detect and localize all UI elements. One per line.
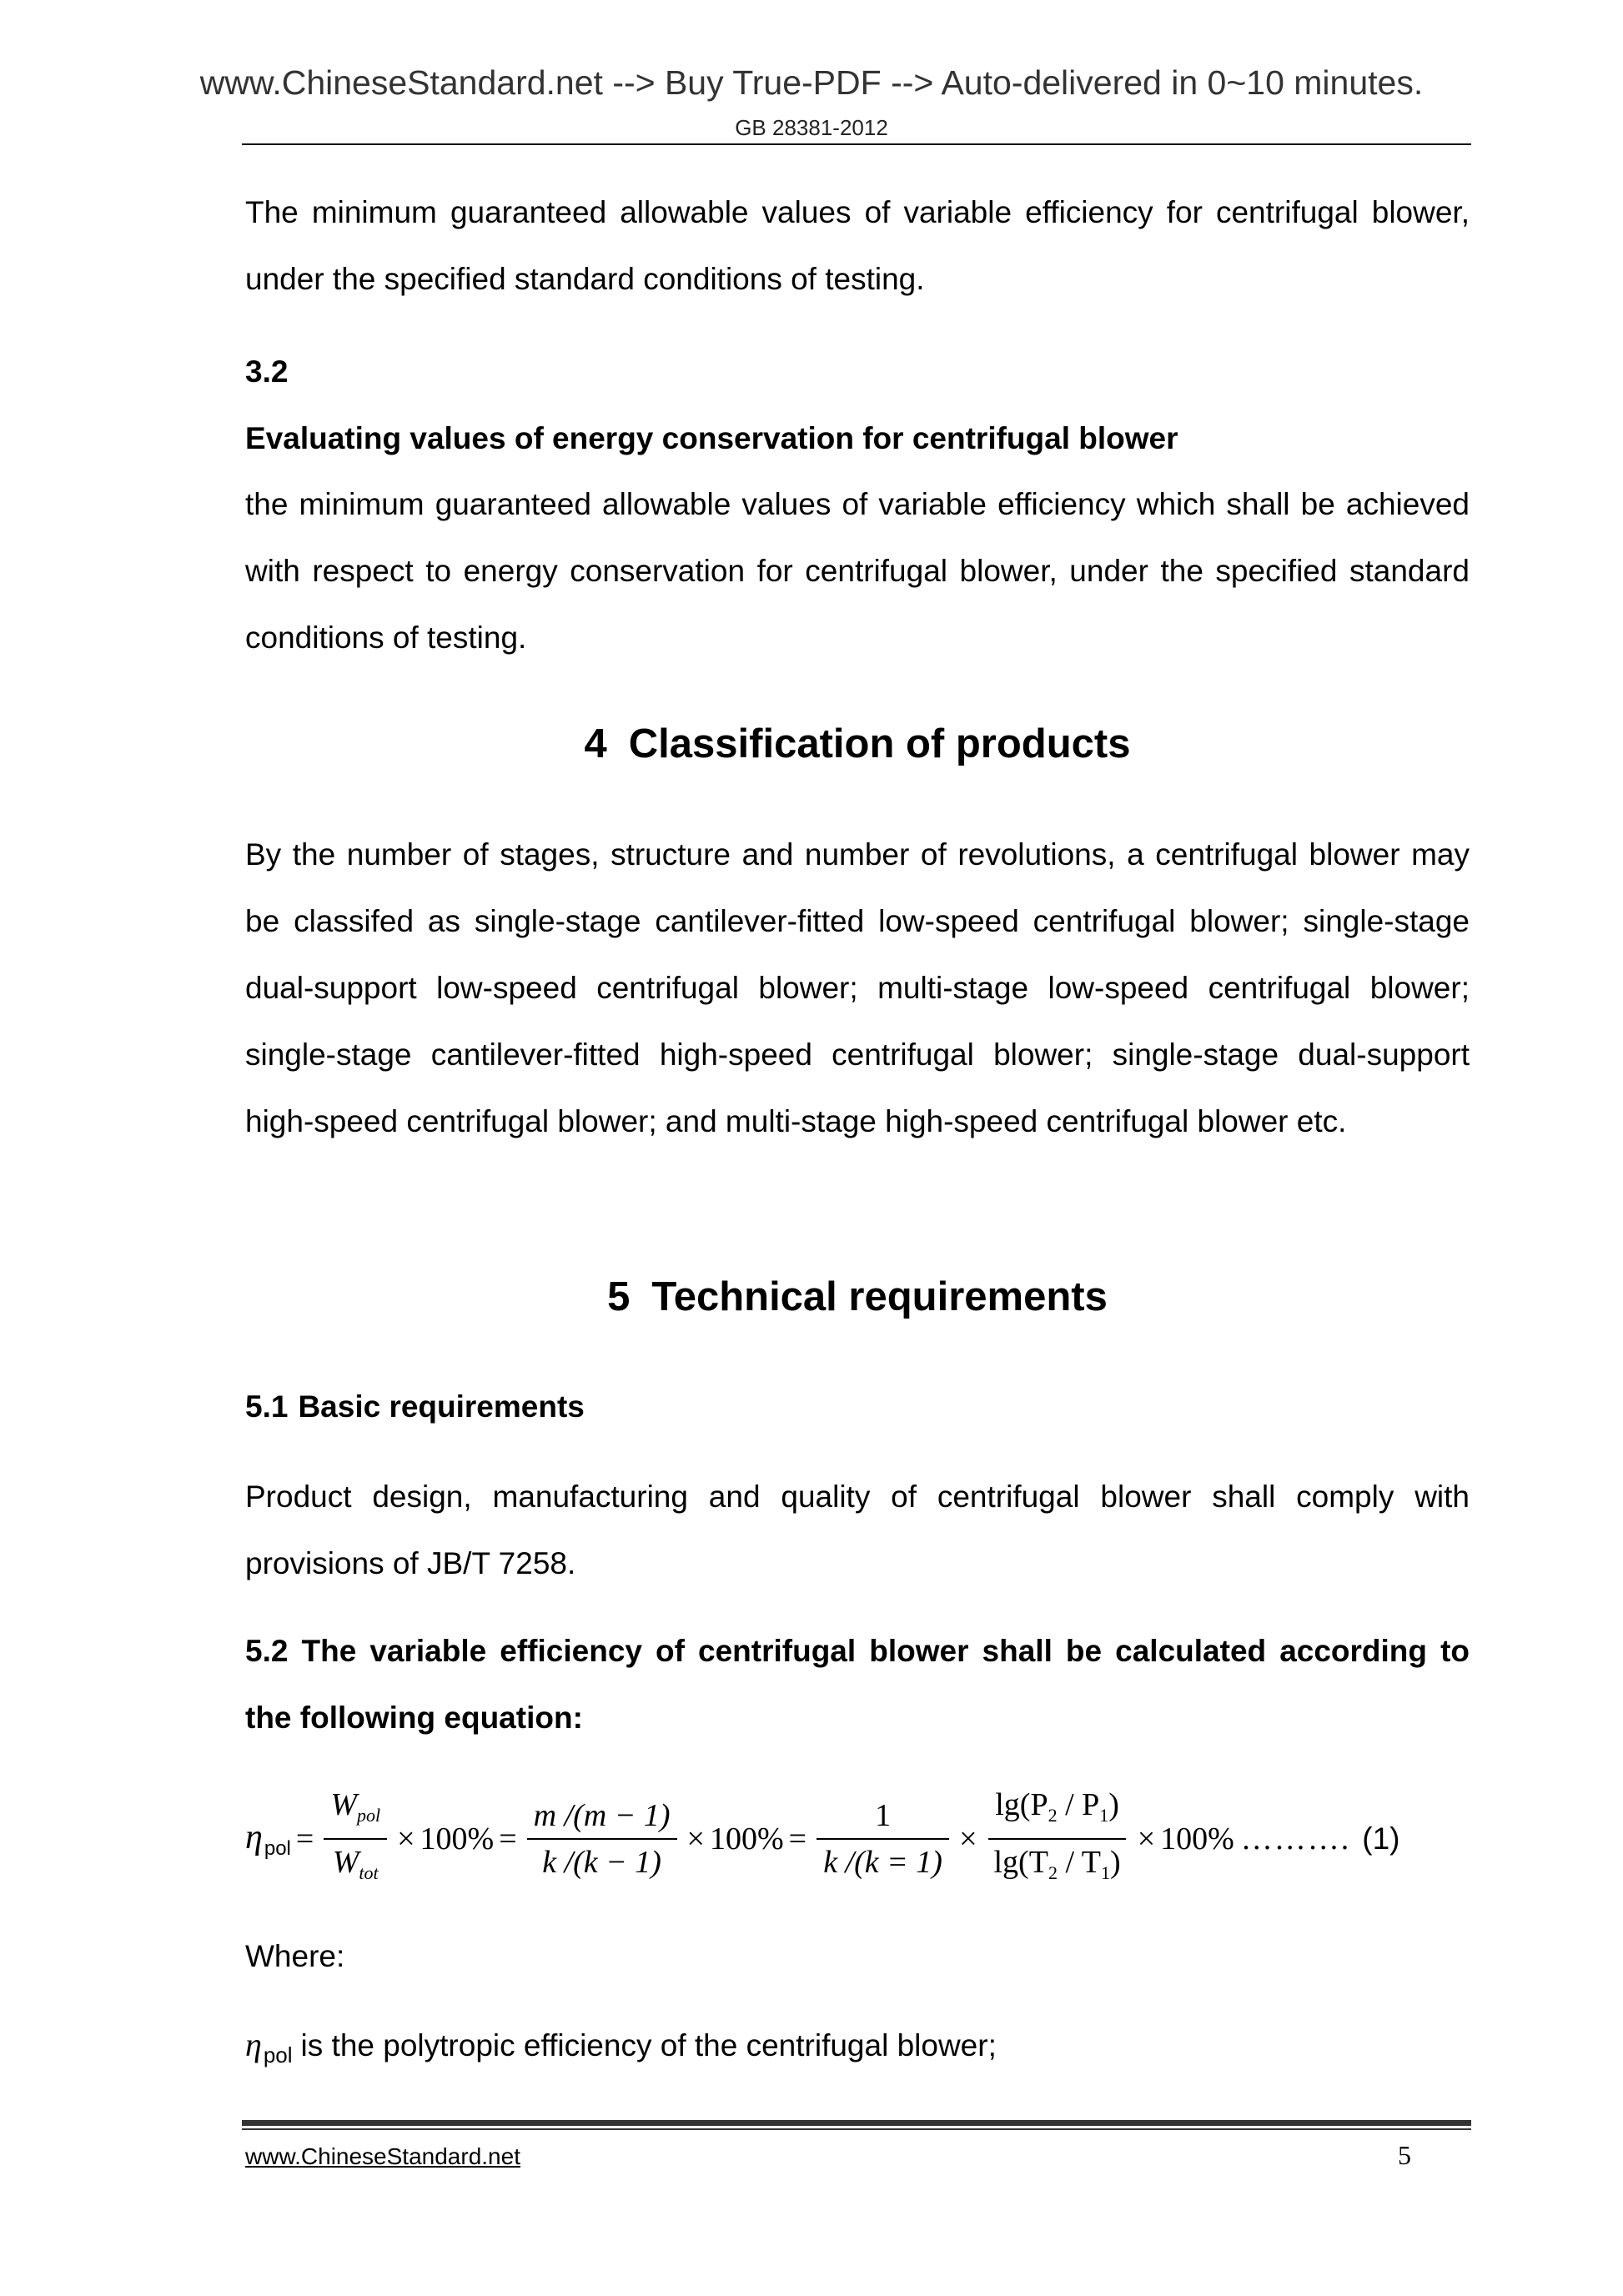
section-4-number: 4 [584,721,607,766]
fraction-one-over-k: $\frac{1}{k /(k = 1)}$ [817,1796,949,1882]
times-sign: × [959,1821,977,1856]
page-number: 5 [1398,2140,1411,2170]
equals-sign: = [788,1821,807,1856]
eta-definition-text: is the polytropic efficiency of the centrifugal blower; [300,2028,997,2062]
fraction-w-pol-over-w-tot: $\frac{W_{pol}}{W_{tot}}$ [324,1786,387,1892]
equation-number: (1) [1362,1821,1400,1856]
section-5-title: Technical requirements [651,1274,1108,1319]
fraction-m-over-k: $\frac{m /(m - 1)}{k /(k - 1)}$ [527,1796,677,1882]
equation-leader-dots: ………. [1240,1821,1351,1856]
subsection-5-1-number: 5.1 [245,1389,289,1424]
clause-3-2-number: 3.2 [245,354,289,389]
percent-term: 100% [709,1821,784,1856]
footer-site-link[interactable]: www.ChineseStandard.net [245,2143,520,2169]
times-sign: × [686,1821,705,1856]
symbol-definition-eta-pol [245,2025,997,2068]
equation-row [245,1776,1470,1902]
fraction-log-ratio: $\frac{\lg(P_2 / P_1)}{\lg(T_2 / T_1)}$ [987,1786,1128,1892]
percent-term: 100% [420,1821,495,1856]
equals-sign: = [295,1821,314,1856]
subsection-5-2-heading: 5.2 The variable efficiency of centrifugal blower shall be calculated according to the following equation: [245,1634,1470,1735]
footer-rule-thin [242,2128,1471,2130]
subsection-5-1-body: Product design, manufacturing and quality of centrifugal blower shall comply with provisions of JB/T 7258. [245,1480,1470,1580]
section-5-heading [245,1274,1470,1320]
times-sign: × [1137,1821,1156,1856]
header-rule [242,143,1471,145]
times-sign: × [397,1821,415,1856]
section-4-title: Classification of products [628,721,1131,766]
section-4-body: By the number of stages, structure and number of revolutions, a centrifugal blower may be classifed as single-stage cantilever-fitted low-speed centrifugal blower; single-stage dual-support low-speed centrifugal blower; multi-stage low-speed centrifugal blower; single-stage cantilever-fitted high-speed centrifugal blower; single-stage dual-support high-speed centrifugal blower; and multi-stage high-speed centrifugal blower etc. [245,837,1470,1138]
subsection-5-1-heading [245,1389,585,1424]
standard-code: GB 28381-2012 [735,115,888,140]
eta-pol-symbol: $\eta_{pol}$ [245,1818,291,1860]
section-5-number: 5 [607,1274,631,1319]
eta-subscript: pol [263,2042,293,2067]
eta-symbol: η [245,2026,262,2063]
clause-3-1-continuation: The minimum guaranteed allowable values of variable efficiency for centrifugal blower, under the specified standard conditions of testing. [245,195,1470,296]
equation-1 [245,1776,1470,1902]
section-4-heading [245,721,1470,767]
equals-sign: = [499,1821,517,1856]
percent-term: 100% [1160,1821,1234,1856]
subsection-5-1-title: Basic requirements [298,1389,585,1424]
page-banner: www.ChineseStandard.net --> Buy True-PDF --> Auto-delivered in 0~10 minutes. [199,63,1424,102]
clause-3-2-definition: the minimum guaranteed allowable values of variable efficiency which shall be achieved with respect to energy conservation for centrifugal blower, under the specified standard conditions of testing. [245,487,1470,655]
where-label: Where: [245,1939,345,1973]
footer-rule-thick [242,2120,1471,2126]
clause-3-2-term: Evaluating values of energy conservation for centrifugal blower [245,421,1178,455]
